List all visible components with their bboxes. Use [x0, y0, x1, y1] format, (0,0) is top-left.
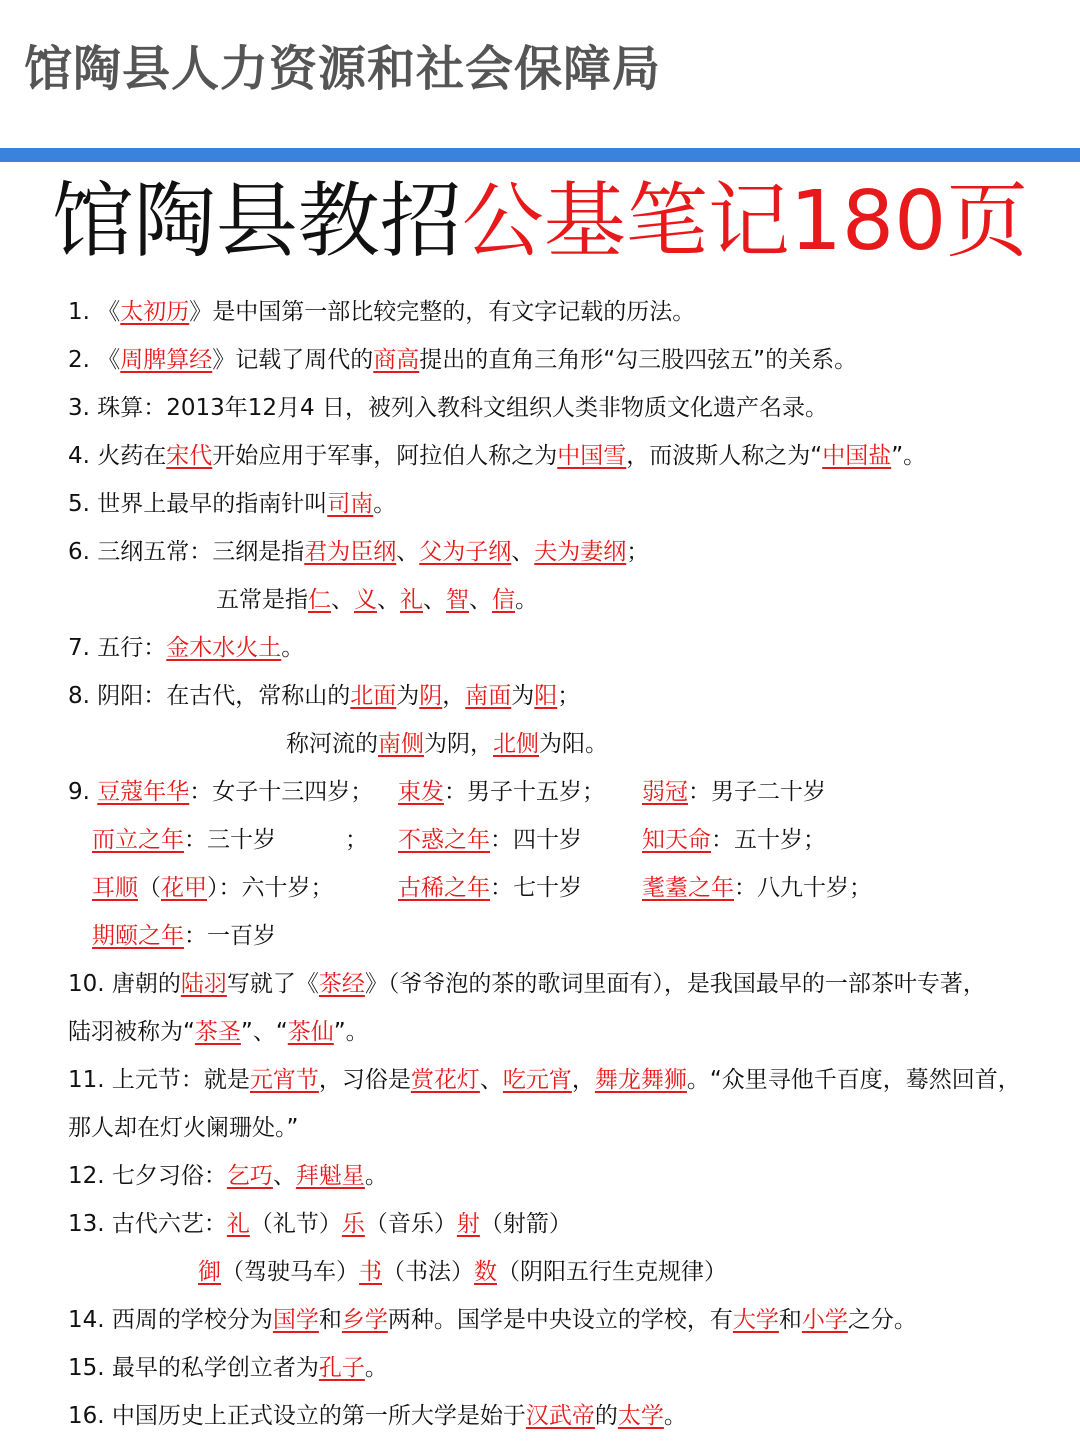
- highlighted-term: 茶圣: [194, 1019, 241, 1045]
- note-column: [398, 768, 642, 816]
- highlighted-term: 南面: [465, 683, 512, 709]
- note-text: 和: [778, 1307, 802, 1333]
- note-text: ”。: [333, 1019, 369, 1045]
- highlighted-term: 仁: [308, 587, 331, 613]
- highlighted-term: 耳顺: [92, 875, 138, 901]
- note-text: 1. 《: [68, 299, 121, 325]
- highlighted-term: 国学: [272, 1307, 319, 1333]
- note-text: 8. 阴阳：在古代，常称山的: [68, 683, 351, 709]
- title-black-part: 馆陶县教招: [51, 174, 462, 269]
- note-text: 、: [469, 587, 492, 613]
- note-text: 13. 古代六艺：: [68, 1211, 227, 1237]
- note-column: [642, 816, 1022, 864]
- note-column: [68, 768, 398, 816]
- highlighted-term: 舞龙舞狮: [594, 1067, 687, 1093]
- note-text: 。: [515, 587, 538, 613]
- highlighted-term: 太初历: [120, 299, 190, 325]
- highlighted-term: 小学: [801, 1307, 848, 1333]
- note-text: 12. 七夕习俗：: [68, 1163, 227, 1189]
- note-text: 为: [511, 683, 535, 709]
- note-text: 。: [281, 635, 305, 661]
- note-line: [68, 384, 1058, 432]
- note-line: [68, 288, 1058, 336]
- note-text: ：三十岁 ；: [184, 827, 368, 853]
- note-text: 提出的直角三角形“勾三股四弦五”的关系。: [419, 347, 858, 373]
- note-text: 的: [594, 1403, 618, 1429]
- highlighted-term: 孔子: [318, 1355, 365, 1381]
- note-text: 五常是指: [216, 587, 308, 613]
- title-red-part: 公基笔记180页: [461, 174, 1029, 269]
- note-text: 、: [377, 587, 400, 613]
- note-text: 、: [511, 539, 535, 565]
- note-text: ：五十岁；: [711, 827, 826, 853]
- note-text: 、: [423, 587, 446, 613]
- note-line: [68, 1200, 1058, 1248]
- note-text: 、: [396, 539, 420, 565]
- note-text: ，习俗是: [318, 1067, 411, 1093]
- note-line: [68, 480, 1058, 528]
- note-text: 4. 火药在: [68, 443, 167, 469]
- note-text: 3. 珠算：2013年12月4 日，被列入教科文组织人类非物质文化遗产名录。: [68, 395, 828, 421]
- note-text: 、: [272, 1163, 296, 1189]
- highlighted-term: 古稀之年: [398, 875, 490, 901]
- note-text: （: [138, 875, 161, 901]
- note-text: ）：六十岁；: [207, 875, 334, 901]
- note-text: 为: [396, 683, 420, 709]
- note-text: ”。: [891, 443, 927, 469]
- note-text: （礼节）: [249, 1211, 342, 1237]
- notes-list: [68, 288, 1058, 1440]
- note-text: （阴阳五行生克规律）: [497, 1259, 727, 1285]
- note-line-columns: [68, 864, 1058, 912]
- highlighted-term: 中国雪: [557, 443, 627, 469]
- note-line: [68, 1248, 1058, 1296]
- highlighted-term: 太学: [617, 1403, 664, 1429]
- note-text: ，: [442, 683, 466, 709]
- note-text: （射箭）: [479, 1211, 572, 1237]
- note-text: ：男子二十岁: [688, 779, 826, 805]
- highlighted-term: 父为子纲: [419, 539, 512, 565]
- highlighted-term: 汉武帝: [525, 1403, 595, 1429]
- note-text: 。: [364, 1355, 388, 1381]
- note-line: [68, 720, 1058, 768]
- highlighted-term: 束发: [398, 779, 444, 805]
- org-name: 馆陶县人力资源和社会保障局: [24, 41, 662, 97]
- note-text: ：四十岁: [490, 827, 582, 853]
- note-line: [68, 528, 1058, 576]
- note-text: 两种。国学是中央设立的学校，有: [387, 1307, 733, 1333]
- note-text: 11. 上元节：就是: [68, 1067, 250, 1093]
- note-text: 和: [318, 1307, 342, 1333]
- note-line: [68, 672, 1058, 720]
- note-text: 之分。: [847, 1307, 917, 1333]
- note-text: 14. 西周的学校分为: [68, 1307, 273, 1333]
- highlighted-term: 赏花灯: [410, 1067, 480, 1093]
- note-text: 称河流的: [286, 731, 378, 757]
- note-column: [642, 768, 1022, 816]
- highlighted-term: 花甲: [161, 875, 207, 901]
- note-text: ：七十岁: [490, 875, 582, 901]
- highlighted-term: 豆蔻年华: [97, 779, 190, 805]
- highlighted-term: 书: [359, 1259, 382, 1285]
- highlighted-term: 茶仙: [287, 1019, 334, 1045]
- note-line: [68, 1056, 1058, 1104]
- highlighted-term: 南侧: [378, 731, 424, 757]
- note-line-columns: [68, 816, 1058, 864]
- note-text: 》记载了周代的: [212, 347, 374, 373]
- note-text: ：八九十岁；: [734, 875, 872, 901]
- highlighted-term: 御: [198, 1259, 221, 1285]
- highlighted-term: 金木水火土: [166, 635, 282, 661]
- note-text: 开始应用于军事，阿拉伯人称之为: [212, 443, 558, 469]
- note-text: 陆羽被称为“: [68, 1019, 195, 1045]
- note-column: [642, 864, 1022, 912]
- note-column: [92, 816, 398, 864]
- highlighted-term: 而立之年: [92, 827, 184, 853]
- note-text: 。“众里寻他千百度，蓦然回首，: [686, 1067, 1021, 1093]
- note-text: ：一百岁: [184, 923, 276, 949]
- note-text: ，而波斯人称之为“: [626, 443, 823, 469]
- note-text: 6. 三纲五常：三纲是指: [68, 539, 305, 565]
- note-column: [92, 864, 398, 912]
- note-line: [68, 1344, 1058, 1392]
- note-line: [68, 960, 1058, 1008]
- note-text: 为阴，: [424, 731, 493, 757]
- highlighted-term: 司南: [327, 491, 374, 517]
- header-divider-bar: [0, 148, 1080, 162]
- note-text: 、: [331, 587, 354, 613]
- note-text: （驾驶马车）: [221, 1259, 359, 1285]
- highlighted-term: 北侧: [493, 731, 539, 757]
- note-text: 为阳。: [539, 731, 608, 757]
- note-text: 那人却在灯火阑珊处。”: [68, 1115, 299, 1141]
- note-text: ：男子十五岁；: [444, 779, 605, 805]
- note-line: [68, 1008, 1058, 1056]
- note-text: 15. 最早的私学创立者为: [68, 1355, 319, 1381]
- highlighted-term: 中国盐: [822, 443, 892, 469]
- highlighted-term: 阴: [419, 683, 443, 709]
- note-column: [398, 864, 642, 912]
- note-column: [398, 816, 642, 864]
- highlighted-term: 阳: [534, 683, 558, 709]
- highlighted-term: 礼: [226, 1211, 250, 1237]
- note-line-columns: [68, 768, 1058, 816]
- note-text: 2. 《: [68, 347, 121, 373]
- highlighted-term: 夫为妻纲: [534, 539, 627, 565]
- highlighted-term: 君为臣纲: [304, 539, 397, 565]
- note-line: [68, 576, 1058, 624]
- note-line: [68, 336, 1058, 384]
- note-text: ”、“: [240, 1019, 288, 1045]
- note-text: 9.: [68, 779, 98, 805]
- document-title: [0, 172, 1080, 272]
- highlighted-term: 信: [492, 587, 515, 613]
- note-text: 5. 世界上最早的指南针叫: [68, 491, 328, 517]
- note-text: （书法）: [382, 1259, 474, 1285]
- note-line: [68, 624, 1058, 672]
- highlighted-term: 知天命: [642, 827, 711, 853]
- note-text: 》是中国第一部比较完整的，有文字记载的历法。: [189, 299, 696, 325]
- highlighted-term: 乞巧: [226, 1163, 273, 1189]
- highlighted-term: 乐: [341, 1211, 365, 1237]
- highlighted-term: 吃元宵: [502, 1067, 572, 1093]
- note-text: 10. 唐朝的: [68, 971, 181, 997]
- highlighted-term: 大学: [732, 1307, 779, 1333]
- note-line: [68, 1104, 1058, 1152]
- note-text: 。: [663, 1403, 687, 1429]
- note-line: [68, 1296, 1058, 1344]
- note-text: ；: [557, 683, 581, 709]
- note-text: 7. 五行：: [68, 635, 167, 661]
- highlighted-term: 弱冠: [642, 779, 688, 805]
- highlighted-term: 宋代: [166, 443, 213, 469]
- note-line: [68, 1392, 1058, 1440]
- highlighted-term: 射: [456, 1211, 480, 1237]
- note-text: 。: [373, 491, 397, 517]
- note-text: ；: [626, 539, 650, 565]
- note-text: 写就了《: [226, 971, 319, 997]
- highlighted-term: 不惑之年: [398, 827, 490, 853]
- highlighted-term: 茶经: [318, 971, 365, 997]
- note-text: ：女子十三四岁；: [189, 779, 374, 805]
- highlighted-term: 乡学: [341, 1307, 388, 1333]
- highlighted-term: 义: [354, 587, 377, 613]
- note-text: ，: [571, 1067, 595, 1093]
- note-text: 。: [364, 1163, 388, 1189]
- highlighted-term: 数: [474, 1259, 497, 1285]
- note-line: [68, 432, 1058, 480]
- note-line: [68, 1152, 1058, 1200]
- highlighted-term: 商高: [373, 347, 420, 373]
- highlighted-term: 陆羽: [180, 971, 227, 997]
- note-text: 16. 中国历史上正式设立的第一所大学是始于: [68, 1403, 526, 1429]
- org-header: [0, 0, 1080, 148]
- highlighted-term: 北面: [350, 683, 397, 709]
- note-text: 、: [479, 1067, 503, 1093]
- note-text: 》（爷爷泡的茶的歌词里面有），是我国最早的一部茶叶专著，: [364, 971, 986, 997]
- highlighted-term: 元宵节: [249, 1067, 319, 1093]
- highlighted-term: 耄耋之年: [642, 875, 734, 901]
- highlighted-term: 拜魁星: [295, 1163, 365, 1189]
- note-line: [68, 912, 1058, 960]
- note-text: （音乐）: [364, 1211, 457, 1237]
- highlighted-term: 期颐之年: [92, 923, 184, 949]
- highlighted-term: 智: [446, 587, 469, 613]
- highlighted-term: 周脾算经: [120, 347, 213, 373]
- highlighted-term: 礼: [400, 587, 423, 613]
